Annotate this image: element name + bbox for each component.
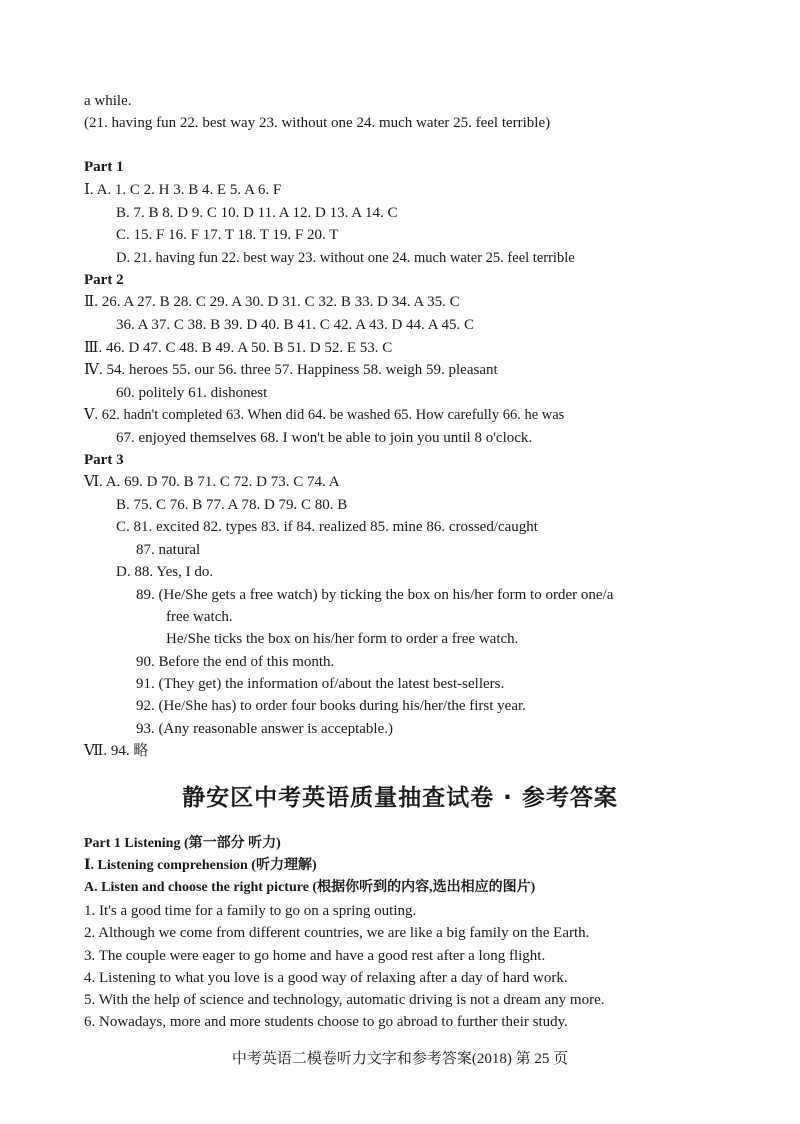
answer-89-alt: He/She ticks the box on his/her form to order a free watch. xyxy=(166,631,519,647)
part3-row-d: D. 88. Yes, I do. xyxy=(116,564,214,580)
part2-row-v-cont: 67. enjoyed themselves 68. I won't be able to join you until 8 o'clock. xyxy=(116,430,533,446)
continuation-answers: (21. having fun 22. best way 23. without one 24. much water 25. feel terrible) xyxy=(84,115,551,131)
listening-sentence-3: 3. The couple were eager to go home and have a good rest after a long flight. xyxy=(84,948,546,964)
part3-row-vii: Ⅶ. 94. 略 xyxy=(84,743,149,759)
answer-89-cont: free watch. xyxy=(166,609,233,625)
listening-sentence-2: 2. Although we come from different countries, we are like a big family on the Earth. xyxy=(84,925,590,941)
answer-89: 89. (He/She gets a free watch) by ticking the box on his/her form to order one/a xyxy=(136,587,614,603)
part2-heading: Part 2 xyxy=(84,272,124,288)
listening-sentence-5: 5. With the help of science and technology, automatic driving is not a dream any more. xyxy=(84,992,605,1008)
continuation-text: a while. xyxy=(84,93,132,109)
part1-row-c: C. 15. F 16. F 17. T 18. T 19. F 20. T xyxy=(116,227,339,243)
part1-row-d: D. 21. having fun 22. best way 23. without one 24. much water 25. feel terrible xyxy=(116,250,575,266)
page-footer: 中考英语二模卷听力文字和参考答案(2018) 第 25 页 xyxy=(231,1051,569,1067)
part1-row-b: B. 7. B 8. D 9. C 10. D 11. A 12. D 13. A 14. C xyxy=(116,205,398,221)
answer-90: 90. Before the end of this month. xyxy=(136,654,335,670)
part2-row-v: Ⅴ. 62. hadn't completed 63. When did 64. be washed 65. How carefully 66. he was xyxy=(84,407,565,423)
answer-92: 92. (He/She has) to order four books during his/her/the first year. xyxy=(136,698,526,714)
part3-row-c-cont: 87. natural xyxy=(136,542,201,558)
part2-row-iv: Ⅳ. 54. heroes 55. our 56. three 57. Happiness 58. weigh 59. pleasant xyxy=(84,362,498,378)
listening-sentence-6: 6. Nowadays, more and more students choose to go abroad to further their study. xyxy=(84,1014,568,1030)
part2-row-iii: Ⅲ. 46. D 47. C 48. B 49. A 50. B 51. D 52. E 53. C xyxy=(84,340,393,356)
part1-heading: Part 1 xyxy=(84,159,124,175)
part3-row-b: B. 75. C 76. B 77. A 78. D 79. C 80. B xyxy=(116,497,348,513)
section-title: 静安区中考英语质量抽查试卷 · 参考答案 xyxy=(182,785,618,811)
part3-row-vi-a: Ⅵ. A. 69. D 70. B 71. C 72. D 73. C 74. A xyxy=(84,474,340,490)
listening-part-heading: Part 1 Listening (第一部分 听力) xyxy=(84,836,281,851)
listening-sentence-4: 4. Listening to what you love is a good way of relaxing after a day of hard work. xyxy=(84,970,568,986)
part2-row-iv-cont: 60. politely 61. dishonest xyxy=(116,385,268,401)
part3-row-c: C. 81. excited 82. types 83. if 84. realized 85. mine 86. crossed/caught xyxy=(116,519,538,535)
answer-91: 91. (They get) the information of/about the latest best-sellers. xyxy=(136,676,505,692)
listening-sentence-1: 1. It's a good time for a family to go on a spring outing. xyxy=(84,903,417,919)
listening-a-heading: A. Listen and choose the right picture (根据你听到的内容,选出相应的图片) xyxy=(84,880,536,895)
part2-row-ii: Ⅱ. 26. A 27. B 28. C 29. A 30. D 31. C 32. B 33. D 34. A 35. C xyxy=(84,294,460,310)
part2-row-ii-cont: 36. A 37. C 38. B 39. D 40. B 41. C 42. A 43. D 44. A 45. C xyxy=(116,317,474,333)
answer-93: 93. (Any reasonable answer is acceptable.) xyxy=(136,721,393,737)
part3-heading: Part 3 xyxy=(84,452,124,468)
part1-row-a: Ⅰ. A. 1. C 2. H 3. B 4. E 5. A 6. F xyxy=(84,182,282,198)
listening-comprehension-heading: Ⅰ. Listening comprehension (听力理解) xyxy=(84,858,317,873)
